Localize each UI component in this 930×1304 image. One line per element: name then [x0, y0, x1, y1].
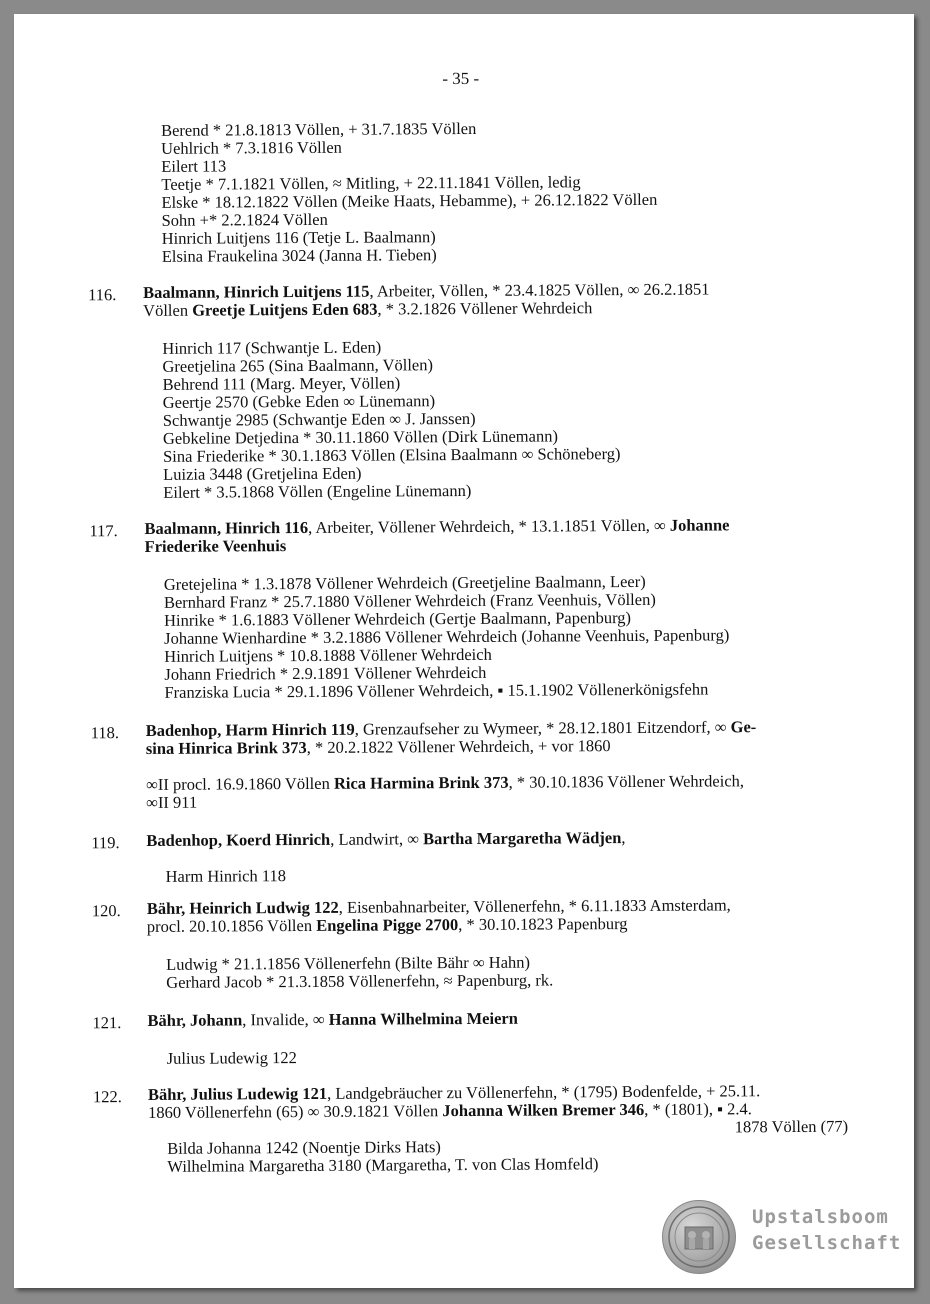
list-item: Teetje * 7.1.1821 Völlen, ≈ Mitling, + 22.11.1841 Völlen, ledig	[161, 172, 581, 194]
list-item: Hinrich 117 (Schwantje L. Eden)	[162, 337, 382, 358]
spouse-name-cont: sina Hinrica Brink 373	[145, 737, 307, 758]
entry-number: 121.	[92, 1013, 122, 1033]
list-item: Elske * 18.12.1822 Völlen (Meike Haats, Hebamme), + 26.12.1822 Völlen	[161, 189, 658, 212]
society-logo	[662, 1200, 912, 1278]
entry-119	[15, 827, 915, 853]
spouse-name: Bartha Margaretha Wädjen	[423, 828, 622, 849]
list-item: Eilert 113	[161, 156, 227, 176]
entry-text: Bähr, Heinrich Ludwig 122, Eisenbahnarbeiter, Völlenerfehn, * 6.11.1833 Amsterdam, procl. 20.10.1856 Völlen Engelina Pigge 2700, * 30.10.1823 Papenburg	[146, 895, 731, 936]
list-item: Luizia 3448 (Gretjelina Eden)	[163, 463, 362, 484]
list-item: Sohn +* 2.2.1824 Völlen	[161, 209, 328, 230]
entry-118-second-marriage	[15, 771, 915, 812]
entry-name: Bähr, Johann	[147, 1010, 243, 1030]
list-item: Harm Hinrich 118	[165, 866, 287, 886]
list-item: Elsina Fraukelina 3024 (Janna H. Tieben)	[161, 245, 437, 266]
list-item: Hinrich Luitjens * 10.8.1888 Völlener Wehrdeich	[164, 644, 492, 666]
entry-122	[17, 1081, 917, 1137]
seal-icon	[662, 1200, 736, 1274]
entry-number: 118.	[90, 723, 120, 743]
entry-number: 122.	[92, 1087, 122, 1107]
spouse-name: Johanna Wilken Bremer 346	[442, 1099, 645, 1121]
children-122	[167, 1137, 598, 1176]
list-item: Franziska Lucia * 29.1.1896 Völlener Wehrdeich, ▪ 15.1.1902 Völlenerkönigsfehn	[164, 679, 709, 702]
list-item: Sina Friederike * 30.1.1863 Völlen (Elsina Baalmann ∞ Schöneberg)	[162, 444, 621, 466]
entry-121	[16, 1007, 916, 1033]
entry-text: Baalmann, Hinrich Luitjens 115, Arbeiter, Völlen, * 23.4.1825 Völlen, ∞ 26.2.1851 Völlen Greetje Luitjens Eden 683, * 3.2.1826 Völlener Wehrdeich	[142, 279, 710, 320]
entry-number: 117.	[89, 521, 118, 541]
entry-117	[13, 515, 913, 556]
list-item: Gerhard Jacob * 21.3.1858 Völlenerfehn, ≈ Papenburg, rk.	[166, 970, 554, 992]
entry-120	[16, 895, 916, 936]
spouse-name: Johanne	[669, 515, 730, 535]
list-item: Ludwig * 21.1.1856 Völlenerfehn (Bilte Bähr ∞ Hahn)	[166, 952, 531, 974]
list-item: Gebkeline Detjedina * 30.11.1860 Völlen (Dirk Lünemann)	[162, 426, 558, 448]
top-child-list	[161, 119, 658, 266]
list-item: Hinrike * 1.6.1883 Völlener Wehrdeich (Gertje Baalmann, Papenburg)	[163, 607, 632, 630]
list-item: Bilda Johanna 1242 (Noentje Dirks Hats)	[167, 1137, 441, 1158]
children-119	[166, 867, 286, 886]
spouse-name: Ge-	[730, 717, 757, 737]
list-item: Greetjelina 265 (Sina Baalmann, Völlen)	[162, 355, 434, 376]
list-item: Gretejelina * 1.3.1878 Völlener Wehrdeich (Greetjeline Baalmann, Leer)	[163, 571, 646, 594]
entry-118	[15, 717, 915, 758]
children-120	[166, 953, 553, 991]
entry-name: Bähr, Julius Ludewig 121	[147, 1083, 328, 1104]
page-number: - 35 -	[442, 68, 480, 89]
entry-text: Baalmann, Hinrich 116, Arbeiter, Völlener Wehrdeich, * 13.1.1851 Völlen, ∞ Johanne Friederike Veenhuis	[144, 515, 730, 556]
list-item: Eilert * 3.5.1868 Völlen (Engeline Lünemann)	[163, 480, 472, 502]
document-page	[14, 14, 914, 1288]
list-item: Schwantje 2985 (Schwantje Eden ∞ J. Janssen)	[162, 408, 476, 430]
children-117	[164, 572, 730, 701]
list-item: Geertje 2570 (Gebke Eden ∞ Lünemann)	[162, 391, 436, 412]
children-121	[167, 1049, 297, 1068]
list-item: Julius Ludewig 122	[166, 1048, 297, 1068]
list-item: Johann Friedrich * 2.9.1891 Völlener Wehrdeich	[164, 662, 487, 684]
entry-number: 116.	[87, 285, 117, 305]
list-item: Johanne Wienhardine * 3.2.1886 Völlener Wehrdeich (Johanne Veenhuis, Papenburg)	[164, 625, 730, 648]
entry-text: Bähr, Johann, Invalide, ∞ Hanna Wilhelmina Meiern	[147, 1008, 518, 1030]
spouse-name: Engelina Pigge 2700	[316, 915, 459, 935]
entry-116	[12, 279, 912, 320]
entry-text: ∞II procl. 16.9.1860 Völlen Rica Harmina Brink 373, * 30.10.1836 Völlener Wehrdeich, ∞II 911	[145, 771, 745, 812]
logo-line-1: Upstalsboom	[752, 1206, 889, 1228]
entry-text: Badenhop, Koerd Hinrich, Landwirt, ∞ Bartha Margaretha Wädjen,	[146, 828, 626, 850]
logo-line-2: Gesellschaft	[752, 1232, 902, 1254]
list-item: Wilhelmina Margaretha 3180 (Margaretha, T. von Clas Homfeld)	[167, 1154, 599, 1176]
list-item: Behrend 111 (Marg. Meyer, Völlen)	[162, 373, 401, 394]
spouse-name: Hanna Wilhelmina Meiern	[328, 1008, 518, 1029]
list-item: Berend * 21.8.1813 Völlen, + 31.7.1835 Völlen	[160, 118, 477, 140]
entry-text: Bähr, Julius Ludewig 121, Landgebräucher zu Völlenerfehn, * (1795) Bodenfelde, + 25.11. 1860 Völlenerfehn (65) ∞ 30.9.1821 Völlen Johanna Wilken Bremer 346, * (1801), ▪ 2.4. 1878 Völlen (77)	[147, 1081, 849, 1137]
entry-name: Baalmann, Hinrich Luitjens 115	[142, 281, 370, 302]
entry-text: Badenhop, Harm Hinrich 119, Grenzaufseher zu Wymeer, * 28.12.1801 Eitzendorf, ∞ Ge- sina Hinrica Brink 373, * 20.2.1822 Völlener Wehrdeich, + vor 1860	[145, 717, 757, 758]
list-item: Uehlrich * 7.3.1816 Völlen	[161, 137, 342, 158]
spouse-name: Rica Harmina Brink 373	[333, 772, 509, 793]
list-item: Hinrich Luitjens 116 (Tetje L. Baalmann)	[161, 227, 436, 248]
entry-number: 120.	[91, 901, 121, 921]
spouse-name: Greetje Luitjens Eden 683	[192, 299, 378, 320]
entry-name: Baalmann, Hinrich 116	[144, 517, 309, 538]
list-item: Bernhard Franz * 25.7.1880 Völlener Wehrdeich (Franz Veenhuis, Völlen)	[163, 589, 656, 612]
entry-name: Badenhop, Harm Hinrich 119	[145, 719, 355, 740]
entry-name: Badenhop, Koerd Hinrich	[146, 829, 331, 850]
children-116	[162, 337, 620, 502]
entry-number: 119.	[91, 833, 120, 853]
page-content	[10, 11, 918, 1290]
spouse-name-cont: Friederike Veenhuis	[144, 536, 287, 556]
entry-name: Bähr, Heinrich Ludwig 122	[146, 897, 339, 918]
